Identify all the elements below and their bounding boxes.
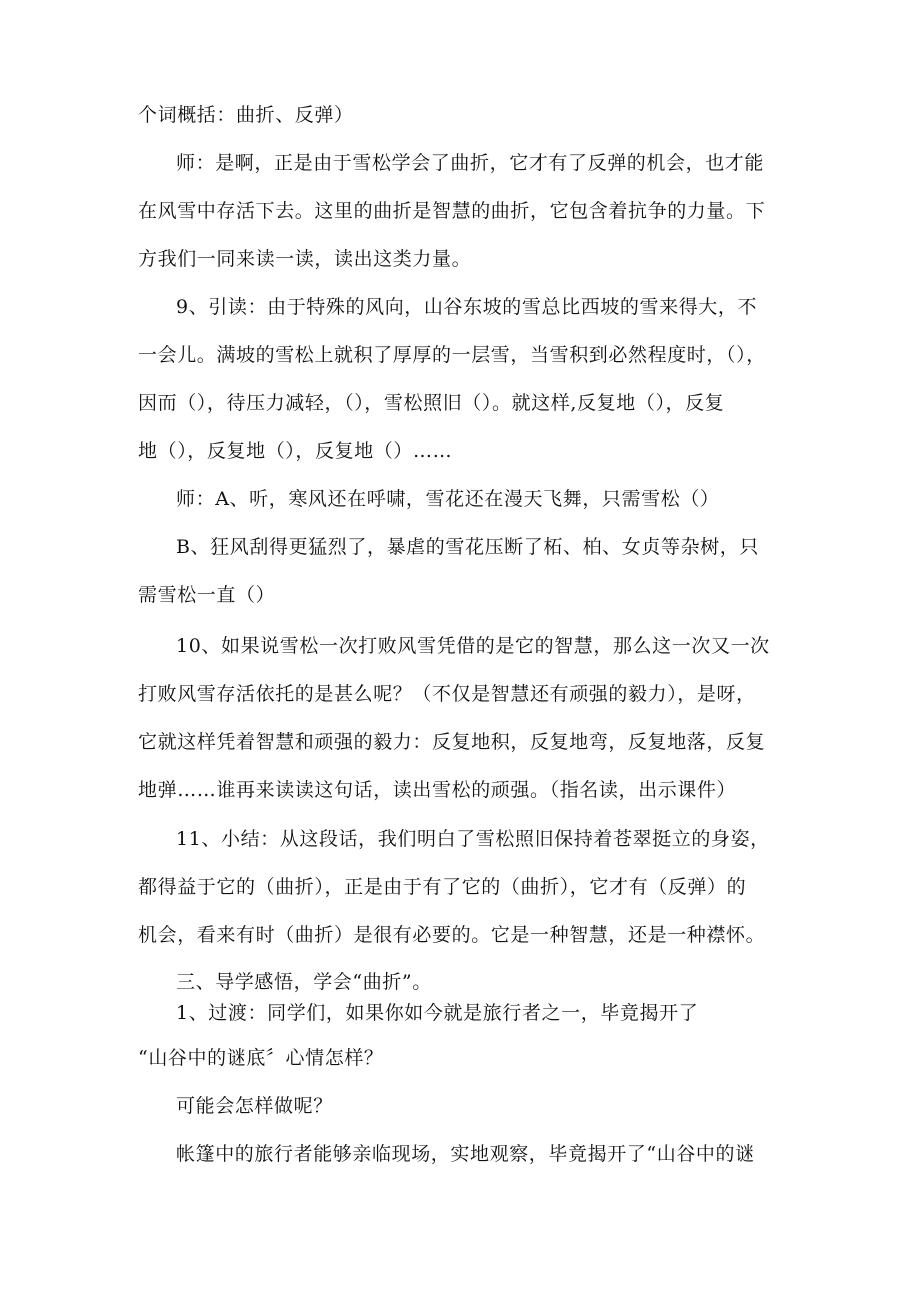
section-heading: 三、导学感悟，学会“曲折”。 <box>176 971 432 993</box>
text-line: 地弹……谁再来读读这句话，读出雪松的顽强。（指名读，出示课件） <box>138 779 737 801</box>
text-line: 帐篷中的旅行者能够亲临现场，实地观察，毕竟揭开了“山谷中的谜 <box>176 1143 755 1165</box>
text-line: 方我们一同来读一读，读出这类力量。 <box>138 248 472 270</box>
text-line: 10、如果说雪松一次打败风雪凭借的是它的智慧，那么这一次又一次 <box>176 635 770 657</box>
text-line: 可能会怎样做呢？ <box>176 1095 333 1117</box>
text-line: 都得益于它的（曲折），正是由于有了它的（曲折），它才有（反弹）的 <box>138 876 747 898</box>
text-line: 师：A、听，寒风还在呼啸，雪花还在漫天飞舞，只需雪松（） <box>176 488 720 510</box>
text-line: 个词概括：曲折、反弹） <box>138 104 354 126</box>
text-line: B、狂风刮得更猛烈了，暴虐的雪花压断了柘、柏、女贞等杂树，只 <box>176 536 759 558</box>
text-line: 一会儿。满坡的雪松上就积了厚厚的一层雪，当雪积到必然程度时，（）， <box>138 344 766 366</box>
text-line: 它就这样凭着智慧和顽强的毅力：反复地积，反复地弯，反复地落，反复 <box>138 731 766 753</box>
text-line: 机会，看来有时（曲折）是很有必要的。它是一种智慧，还是一种襟怀。 <box>138 924 766 946</box>
text-line: 11、小结：从这段话，我们明白了雪松照旧保持着苍翠挺立的身姿， <box>176 828 770 850</box>
text-line: 地（），反复地（），反复地（）…… <box>138 440 453 462</box>
text-line: 打败风雪存活依托的是甚么呢？（不仅是智慧还有顽强的毅力），是呀， <box>138 683 756 705</box>
text-line: 师：是啊，正是由于雪松学会了曲折，它才有了反弹的机会，也才能 <box>176 152 765 174</box>
text-line: 9、引读：由于特殊的风向，山谷东坡的雪总比西坡的雪来得大，不 <box>176 296 758 318</box>
text-line: 需雪松一直（） <box>138 584 276 606</box>
text-line: 1、过渡：同学们，如果你如今就是旅行者之一，毕竟揭开了 <box>176 1002 699 1024</box>
text-line: 因而（），待压力减轻，（），雪松照旧（）。就这样,反复地（），反复 <box>138 392 725 414</box>
text-line: “山谷中的谜底〞心情怎样？ <box>138 1047 384 1069</box>
text-line: 在风雪中存活下去。这里的曲折是智慧的曲折，它包含着抗争的力量。下 <box>138 200 766 222</box>
